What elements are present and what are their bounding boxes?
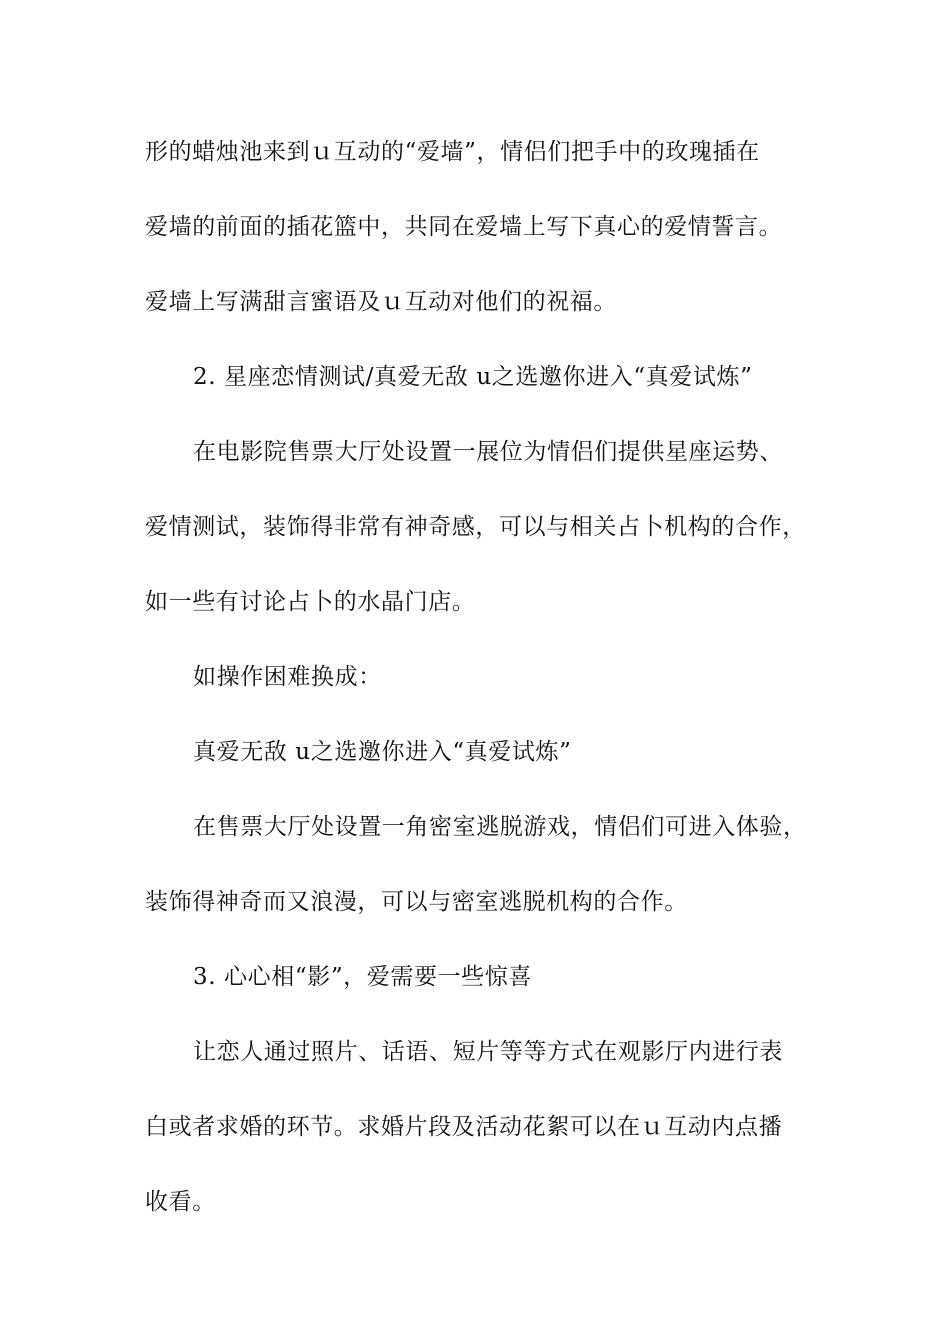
- paragraph-line: 让恋人通过照片、话语、短片等等方式在观影厅内进行表: [193, 1039, 783, 1065]
- paragraph-line: 形的蜡烛池来到ｕ互动的“爱墙”，情侣们把手中的玫瑰插在: [145, 139, 760, 165]
- section-heading: 2. 星座恋情测试/真爱无敌 u之选邀你进入“真爱试炼”: [193, 364, 753, 390]
- section-heading: 3. 心心相“影”，爱需要一些惊喜: [193, 964, 532, 990]
- paragraph-line: 如操作困难换成：: [193, 664, 382, 690]
- paragraph-line: 如一些有讨论占卜的水晶门店。: [145, 589, 476, 615]
- paragraph-line: 爱墙的前面的插花篮中，共同在爱墙上写下真心的爱情誓言。: [145, 214, 783, 240]
- paragraph-line: 装饰得神奇而又浪漫，可以与密室逃脱机构的合作。: [145, 889, 688, 915]
- paragraph-line: 白或者求婚的环节。求婚片段及活动花絮可以在ｕ互动内点播: [145, 1114, 783, 1140]
- paragraph-line: 在售票大厅处设置一角密室逃脱游戏，情侣们可进入体验，: [193, 814, 807, 840]
- paragraph-line: 爱情测试，装饰得非常有神奇感，可以与相关占卜机构的合作，: [145, 514, 806, 540]
- paragraph-line: 收看。: [145, 1189, 216, 1215]
- paragraph-line: 在电影院售票大厅处设置一展位为情侣们提供星座运势、: [193, 439, 783, 465]
- paragraph-line: 爱墙上写满甜言蜜语及ｕ互动对他们的祝福。: [145, 289, 617, 315]
- paragraph-line: 真爱无敌 u之选邀你进入“真爱试炼”: [193, 739, 572, 765]
